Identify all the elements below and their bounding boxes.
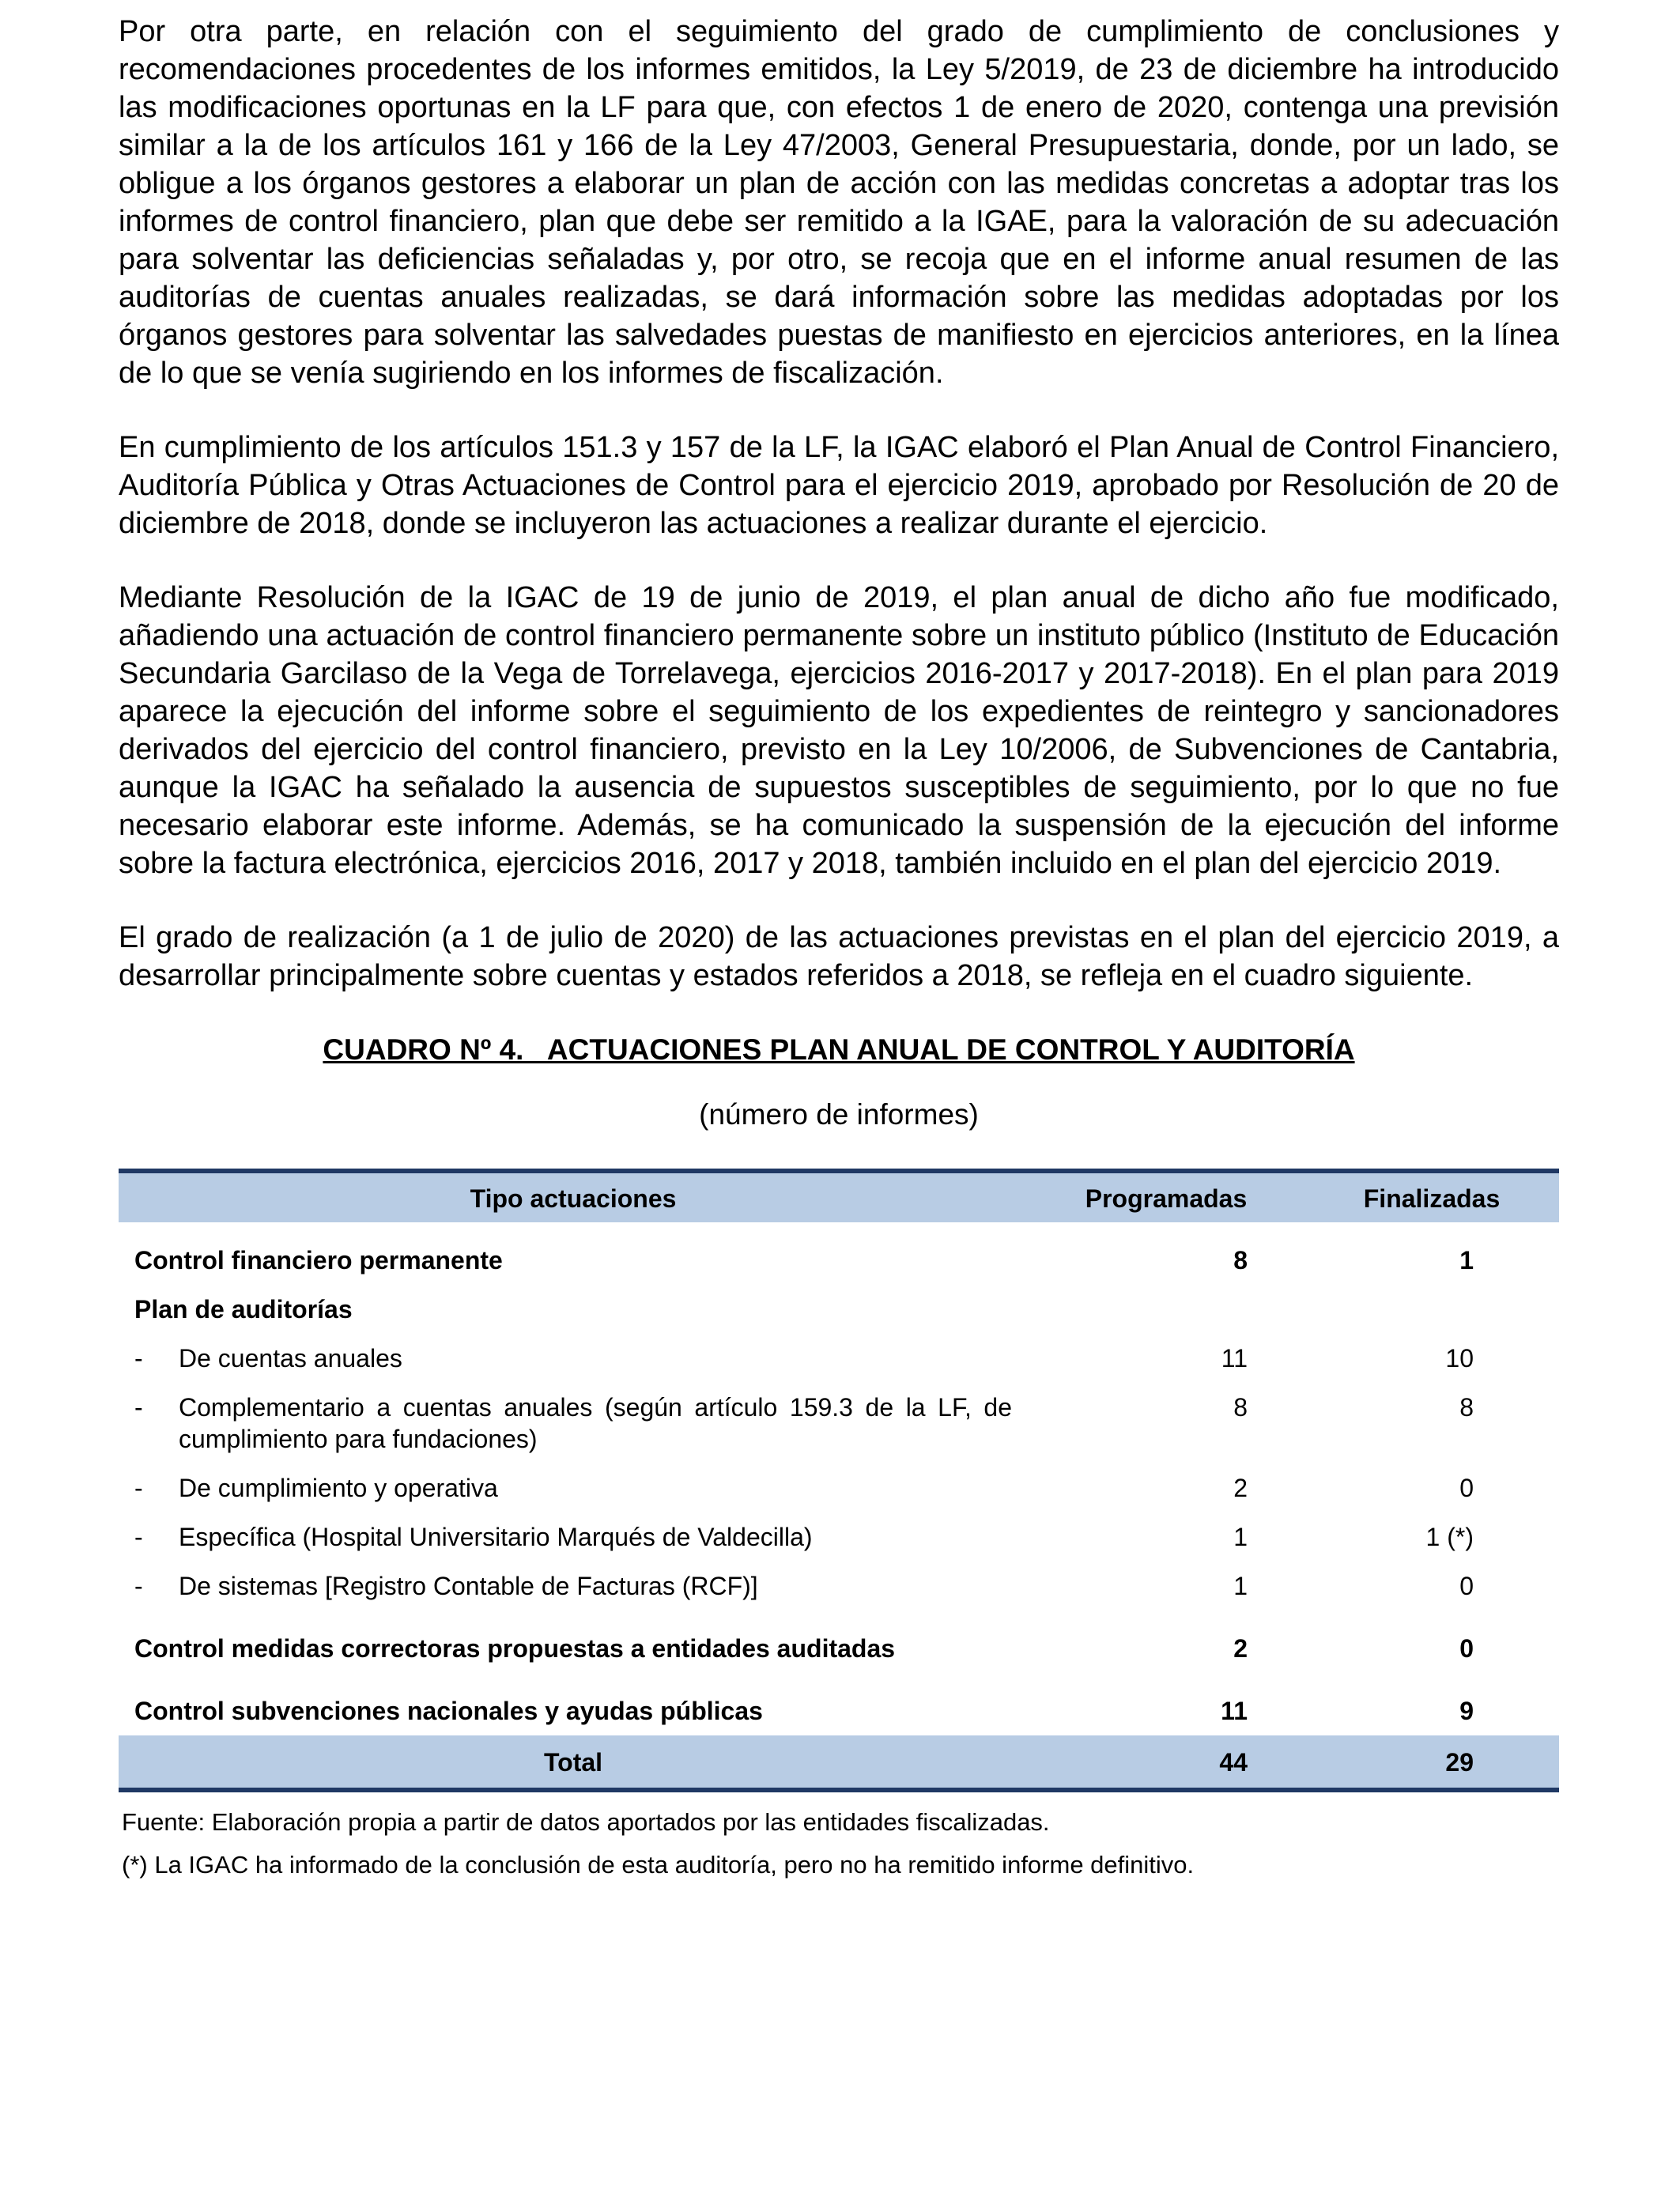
table-source: Fuente: Elaboración propia a partir de datos aportados por las entidades fiscalizadas.	[122, 1808, 1050, 1836]
paragraph-4: El grado de realización (a 1 de julio de 2020) de las actuaciones previstas en el plan del ejercicio 2019, a desarrollar principalmente sobre cuentas y estados referidos a 2018, se refleja en el cuadro siguiente.	[119, 921, 1559, 992]
table-row	[119, 1334, 1559, 1383]
row-programadas: 11	[1221, 1697, 1248, 1725]
row-programadas: 8	[1233, 1393, 1248, 1422]
header-tipo: Tipo actuaciones	[119, 1171, 1028, 1222]
total-finalizadas: 29	[1304, 1735, 1559, 1790]
row-finalizadas: 10	[1445, 1344, 1474, 1373]
list-dash: -	[134, 1572, 143, 1600]
table-row	[119, 1222, 1559, 1285]
table-row	[119, 1383, 1559, 1463]
header-finalizadas: Finalizadas	[1304, 1171, 1559, 1222]
row-finalizadas: 9	[1459, 1697, 1474, 1725]
row-label: De cumplimiento y operativa	[179, 1474, 498, 1502]
table-header-row	[119, 1171, 1559, 1222]
list-dash: -	[134, 1393, 143, 1422]
row-programadas: 1	[1233, 1572, 1248, 1600]
table-row	[119, 1561, 1559, 1611]
header-programadas: Programadas	[1028, 1171, 1304, 1222]
total-row	[119, 1735, 1559, 1790]
row-label: Complementario a cuentas anuales (según artículo 159.3 de la LF, de cumplimiento para fundaciones)	[179, 1393, 1012, 1453]
row-label: Control medidas correctoras propuestas a entidades auditadas	[134, 1634, 896, 1663]
row-label: Plan de auditorías	[134, 1295, 353, 1324]
row-label: Control financiero permanente	[134, 1246, 503, 1274]
list-dash: -	[134, 1523, 143, 1551]
paragraph-3: Mediante Resolución de la IGAC de 19 de junio de 2019, el plan anual de dicho año fue modificado, añadiendo una actuación de control financiero permanente sobre un instituto público (Instituto de Educación Secundaria Garcilaso de la Vega de Torrelavega, ejercicios 2016-2017 y 2017-2018). En el plan para 2019 aparece la ejecución del informe sobre el seguimiento de los expedientes de reintegro y sancionadores derivados del ejercicio del control financiero, previsto en la Ley 10/2006, de Subvenciones de Cantabria, aunque la IGAC ha señalado la ausencia de supuestos susceptibles de seguimiento, por lo que no fue necesario elaborar este informe. Además, se ha comunicado la suspensión de la ejecución del informe sobre la factura electrónica, ejercicios 2016, 2017 y 2018, también incluido en el plan del ejercicio 2019.	[119, 581, 1559, 880]
row-programadas: 8	[1233, 1246, 1248, 1274]
list-dash: -	[134, 1474, 143, 1502]
list-dash: -	[134, 1344, 143, 1373]
row-label: De cuentas anuales	[179, 1344, 402, 1373]
row-label: Control subvenciones nacionales y ayudas públicas	[134, 1697, 763, 1725]
table-row	[119, 1673, 1559, 1735]
table-title: CUADRO Nº 4. ACTUACIONES PLAN ANUAL DE CONTROL Y AUDITORÍA	[323, 1033, 1355, 1066]
row-programadas: 2	[1233, 1634, 1248, 1663]
row-finalizadas: 8	[1459, 1393, 1474, 1422]
document-page	[119, 13, 1559, 1881]
row-finalizadas: 0	[1459, 1572, 1474, 1600]
paragraph-1: Por otra parte, en relación con el seguimiento del grado de cumplimiento de conclusiones y recomendaciones procedentes de los informes emitidos, la Ley 5/2019, de 23 de diciembre ha introducido las modificaciones oportunas en la LF para que, con efectos 1 de enero de 2020, contenga una previsión similar a la de los artículos 161 y 166 de la Ley 47/2003, General Presupuestaria, donde, por un lado, se obligue a los órganos gestores a elaborar un plan de acción con las medidas concretas a adoptar tras los informes de control financiero, plan que debe ser remitido a la IGAE, para la valoración de su adecuación para solventar las deficiencias señaladas y, por otro, se recoja que en el informe anual resumen de las auditorías de cuentas anuales realizadas, se dará información sobre las medidas adoptadas por los órganos gestores para solventar las salvedades puestas de manifiesto en ejercicios anteriores, en la línea de lo que se venía sugiriendo en los informes de fiscalización.	[119, 15, 1559, 390]
row-label: De sistemas [Registro Contable de Facturas (RCF)]	[179, 1572, 758, 1600]
table-row	[119, 1611, 1559, 1673]
table-row	[119, 1463, 1559, 1512]
row-programadas: 2	[1233, 1474, 1248, 1502]
row-finalizadas: 0	[1459, 1474, 1474, 1502]
row-finalizadas: 1	[1459, 1246, 1474, 1274]
total-programadas: 44	[1028, 1735, 1304, 1790]
table-subtitle: (número de informes)	[699, 1098, 979, 1131]
row-finalizadas: 1 (*)	[1425, 1523, 1474, 1551]
row-finalizadas: 0	[1459, 1634, 1474, 1663]
row-programadas: 1	[1233, 1523, 1248, 1551]
table-footnote: (*) La IGAC ha informado de la conclusión de esta auditoría, pero no ha remitido informe definitivo.	[122, 1851, 1195, 1879]
actuaciones-table	[119, 1169, 1559, 1792]
table-row	[119, 1512, 1559, 1561]
row-label: Específica (Hospital Universitario Marqués de Valdecilla)	[179, 1523, 813, 1551]
row-programadas: 11	[1221, 1344, 1248, 1373]
total-label: Total	[119, 1735, 1028, 1790]
paragraph-2: En cumplimiento de los artículos 151.3 y 157 de la LF, la IGAC elaboró el Plan Anual de Control Financiero, Auditoría Pública y Otras Actuaciones de Control para el ejercicio 2019, aprobado por Resolución de 20 de diciembre de 2018, donde se incluyeron las actuaciones a realizar durante el ejercicio.	[119, 431, 1559, 540]
table-row	[119, 1285, 1559, 1334]
